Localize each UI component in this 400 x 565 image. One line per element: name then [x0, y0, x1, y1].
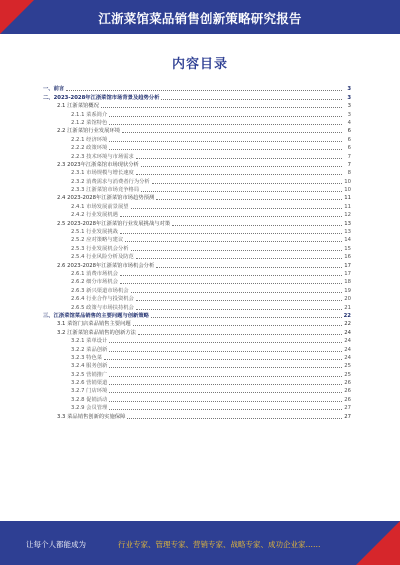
- toc-dot-leader: [136, 309, 342, 310]
- toc-entry-title: 3.2.9 会员管理: [71, 405, 108, 412]
- toc-entry[interactable]: [41, 252, 351, 260]
- toc-entry-page: 24: [344, 346, 351, 353]
- toc-dot-leader: [156, 199, 342, 200]
- toc-dot-leader: [101, 107, 342, 108]
- toc-entry[interactable]: [41, 386, 351, 394]
- toc-entry-page: 17: [344, 262, 351, 269]
- toc-entry[interactable]: [41, 285, 351, 293]
- toc-entry-page: 3: [347, 111, 351, 118]
- footer-bar: [0, 521, 400, 565]
- toc-entry-page: 26: [344, 388, 351, 395]
- toc-entry[interactable]: [41, 243, 351, 251]
- toc-entry-page: 6: [347, 145, 351, 152]
- toc-entry[interactable]: [41, 227, 351, 235]
- toc-entry-title: 3.3 菜品销售创新的实施保障: [57, 413, 126, 420]
- toc-entry[interactable]: [41, 361, 351, 369]
- toc-entry-title: 2.4.2 行业发展机遇: [71, 212, 118, 219]
- toc-entry-title: 2.5.1 行业发展挑战: [71, 229, 118, 236]
- toc-dot-leader: [136, 158, 342, 159]
- toc-entry-title: 3.2.2 菜品创新: [71, 346, 108, 353]
- toc-entry-page: 3: [347, 94, 351, 101]
- toc-entry-page: 3: [347, 86, 351, 93]
- toc-entry-page: 3: [347, 103, 351, 110]
- toc-entry-title: 2.2.2 政策环境: [71, 145, 108, 152]
- toc-entry[interactable]: [41, 378, 351, 386]
- toc-entry-title: 2.4 2023-2028年江浙菜馆市场趋势预测: [57, 195, 155, 202]
- toc-entry-page: 20: [344, 296, 351, 303]
- toc-entry-page: 12: [344, 212, 351, 219]
- toc-entry-title: 3.2.4 服务创新: [71, 363, 108, 370]
- toc-entry-page: 26: [344, 380, 351, 387]
- toc-entry-title: 2.6.5 政策与市场扶持机会: [71, 304, 134, 311]
- toc-dot-leader: [109, 141, 342, 142]
- toc-dot-leader: [152, 183, 342, 184]
- toc-dot-leader: [109, 392, 342, 393]
- toc-entry[interactable]: [41, 327, 351, 335]
- toc-entry-title: 2.5.3 行业发展机会分析: [71, 245, 129, 252]
- toc-dot-leader: [109, 342, 342, 343]
- toc-entry-title: 2.1.1 菜系简介: [71, 111, 108, 118]
- toc-entry-title: 三、江浙菜馆菜品销售的主要问题与创新策略: [43, 312, 149, 319]
- toc-entry[interactable]: [41, 101, 351, 109]
- toc-entry-title: 2.2 江浙菜馆行业发展环境: [57, 128, 121, 135]
- toc-dot-leader: [138, 334, 342, 335]
- toc-entry-page: 11: [344, 195, 351, 202]
- toc-entry-title: 2.1 江浙菜馆概况: [57, 103, 99, 110]
- toc-entry[interactable]: [41, 269, 351, 277]
- toc-entry[interactable]: [41, 235, 351, 243]
- toc-entry-title: 3.2.7 门店环境: [71, 388, 108, 395]
- toc-entry-page: 27: [344, 413, 351, 420]
- toc-dot-leader: [131, 208, 342, 209]
- toc-entry[interactable]: [41, 118, 351, 126]
- toc-entry-page: 25: [344, 363, 351, 370]
- toc-entry[interactable]: [41, 411, 351, 419]
- toc-dot-leader: [131, 292, 342, 293]
- toc-dot-leader: [120, 233, 342, 234]
- toc-entry[interactable]: [41, 260, 351, 268]
- toc-dot-leader: [156, 267, 342, 268]
- toc-entry-page: 24: [344, 338, 351, 345]
- toc-entry[interactable]: [41, 403, 351, 411]
- toc-entry-page: 22: [343, 312, 351, 319]
- toc-entry[interactable]: [41, 84, 351, 92]
- toc-entry[interactable]: [41, 201, 351, 209]
- toc-entry-page: 7: [347, 153, 351, 160]
- toc-entry[interactable]: [41, 302, 351, 310]
- toc-dot-leader: [109, 149, 342, 150]
- toc-entry[interactable]: [41, 311, 351, 319]
- toc-dot-leader: [109, 116, 342, 117]
- toc-entry-page: 14: [344, 237, 351, 244]
- toc-entry-page: 6: [347, 128, 351, 135]
- toc-entry[interactable]: [41, 168, 351, 176]
- toc-dot-leader: [109, 367, 342, 368]
- toc-dot-leader: [122, 132, 342, 133]
- toc-entry-page: 25: [344, 371, 351, 378]
- toc-dot-leader: [109, 409, 342, 410]
- toc-dot-leader: [136, 258, 342, 259]
- toc-entry-title: 2.6.4 行业合作与投资机会: [71, 296, 134, 303]
- toc-entry-page: 21: [344, 304, 351, 311]
- toc-dot-leader: [109, 351, 342, 352]
- toc-entry[interactable]: [41, 92, 351, 100]
- toc-entry-title: 3.1 菜馆门店菜品销售主要问题: [57, 321, 131, 328]
- toc-entry-page: 26: [344, 396, 351, 403]
- toc-entry[interactable]: [41, 369, 351, 377]
- toc-entry-title: 3.2.5 营销推广: [71, 371, 108, 378]
- toc-entry-page: 4: [347, 119, 351, 126]
- toc-entry-title: 二、2023-2028年江浙菜馆市场背景及趋势分析: [43, 94, 160, 101]
- toc-entry-title: 2.3.2 消费需求与消费者行为分析: [71, 178, 150, 185]
- toc-dot-leader: [141, 191, 342, 192]
- toc-dot-leader: [109, 384, 342, 385]
- toc-entry[interactable]: [41, 151, 351, 159]
- toc-entry-title: 3.2 江浙菜馆菜品销售的创新方法: [57, 329, 136, 336]
- toc-entry-page: 27: [344, 405, 351, 412]
- toc-entry-page: 7: [347, 161, 351, 168]
- toc-entry[interactable]: [41, 218, 351, 226]
- toc-dot-leader: [66, 90, 342, 91]
- toc-entry[interactable]: [41, 176, 351, 184]
- report-header-bar: [0, 0, 400, 34]
- toc-entry-title: 2.6.1 消费市场机会: [71, 270, 118, 277]
- toc-entry-title: 2.3.3 江浙菜馆市场竞争格局: [71, 187, 140, 194]
- toc-dot-leader: [120, 216, 342, 217]
- toc-entry-page: 22: [344, 321, 351, 328]
- toc-entry-title: 3.2.1 菜单设计: [71, 338, 108, 345]
- toc-entry-page: 18: [344, 279, 351, 286]
- toc-entry[interactable]: [41, 336, 351, 344]
- toc-dot-leader: [125, 241, 342, 242]
- toc-entry-title: 3.2.3 特色菜: [71, 354, 103, 361]
- toc-dot-leader: [161, 99, 342, 100]
- toc-dot-leader: [109, 124, 342, 125]
- toc-entry[interactable]: [41, 277, 351, 285]
- toc-entry[interactable]: [41, 134, 351, 142]
- toc-dot-leader: [109, 401, 342, 402]
- toc-dot-leader: [120, 275, 342, 276]
- toc-dot-leader: [127, 418, 342, 419]
- toc-entry-page: 16: [344, 254, 351, 261]
- toc-entry-page: 15: [344, 245, 351, 252]
- toc-dot-leader: [151, 317, 342, 318]
- toc-entry[interactable]: [41, 143, 351, 151]
- toc-entry-title: 2.5 2023-2028年江浙菜馆行业发展挑战与对策: [57, 220, 171, 227]
- toc-entry-title: 2.5.4 行业风险分析及防范: [71, 254, 134, 261]
- toc-entry[interactable]: [41, 319, 351, 327]
- toc-entry[interactable]: [41, 394, 351, 402]
- report-title: 江浙菜馆菜品销售创新策略研究报告: [98, 11, 302, 26]
- toc-dot-leader: [172, 225, 342, 226]
- toc-entry[interactable]: [41, 210, 351, 218]
- toc-entry-title: 2.4.1 市场发展前景展望: [71, 203, 129, 210]
- footer-red-corner: [356, 521, 400, 565]
- toc-entry-page: 24: [344, 329, 351, 336]
- toc-entry[interactable]: [41, 185, 351, 193]
- toc-entry-title: 一、前言: [43, 86, 65, 93]
- toc-dot-leader: [120, 283, 342, 284]
- toc-entry-page: 24: [344, 354, 351, 361]
- toc-dot-leader: [136, 300, 342, 301]
- footer-slogan-roles: 行业专家、管理专家、营销专家、战略专家、成功企业家……: [118, 540, 321, 549]
- toc-entry[interactable]: [41, 193, 351, 201]
- toc-entry-page: 13: [344, 229, 351, 236]
- toc-title: 内容目录: [171, 57, 228, 72]
- toc-entry-title: 3.2.8 促销活动: [71, 396, 108, 403]
- toc-entry[interactable]: [41, 353, 351, 361]
- toc-entry-title: 2.2.1 经济环境: [71, 136, 108, 143]
- toc-entry[interactable]: [41, 344, 351, 352]
- toc-entry-page: 6: [347, 136, 351, 143]
- toc-entry-page: 8: [347, 170, 351, 177]
- toc-entry[interactable]: [41, 109, 351, 117]
- toc-entry-title: 2.5.2 应对策略与建议: [71, 237, 124, 244]
- toc-entry-title: 3.2.6 营销渠道: [71, 380, 108, 387]
- toc-dot-leader: [141, 166, 342, 167]
- footer-slogan-lead: 让每个人都能成为: [26, 540, 86, 549]
- toc-dot-leader: [131, 250, 342, 251]
- toc-entry-title: 2.6.2 细分市场机会: [71, 279, 118, 286]
- toc-entry[interactable]: [41, 294, 351, 302]
- toc-dot-leader: [109, 376, 342, 377]
- toc-entry[interactable]: [41, 126, 351, 134]
- toc-entry-page: 11: [344, 203, 351, 210]
- toc-entry-page: 17: [344, 270, 351, 277]
- toc-dot-leader: [133, 325, 342, 326]
- toc-dot-leader: [136, 174, 342, 175]
- toc-entry-title: 2.1.2 菜馆特色: [71, 119, 108, 126]
- toc-entry-page: 19: [344, 287, 351, 294]
- toc-entry-page: 10: [344, 178, 351, 185]
- toc-entry-title: 2.6.3 新兴渠道市场机会: [71, 287, 129, 294]
- toc-entry-title: 2.6 2023-2028年江浙菜馆市场机会分析: [57, 262, 155, 269]
- toc-dot-leader: [104, 359, 342, 360]
- toc-entry-title: 2.3.1 市场规模与增长速度: [71, 170, 134, 177]
- table-of-contents: [41, 84, 351, 420]
- toc-entry[interactable]: [41, 160, 351, 168]
- toc-entry-page: 13: [344, 220, 351, 227]
- toc-entry-title: 2.3 2023年江浙菜馆市场现状分析: [57, 161, 139, 168]
- toc-entry-page: 10: [344, 187, 351, 194]
- toc-entry-title: 2.2.3 技术环境与市场需求: [71, 153, 134, 160]
